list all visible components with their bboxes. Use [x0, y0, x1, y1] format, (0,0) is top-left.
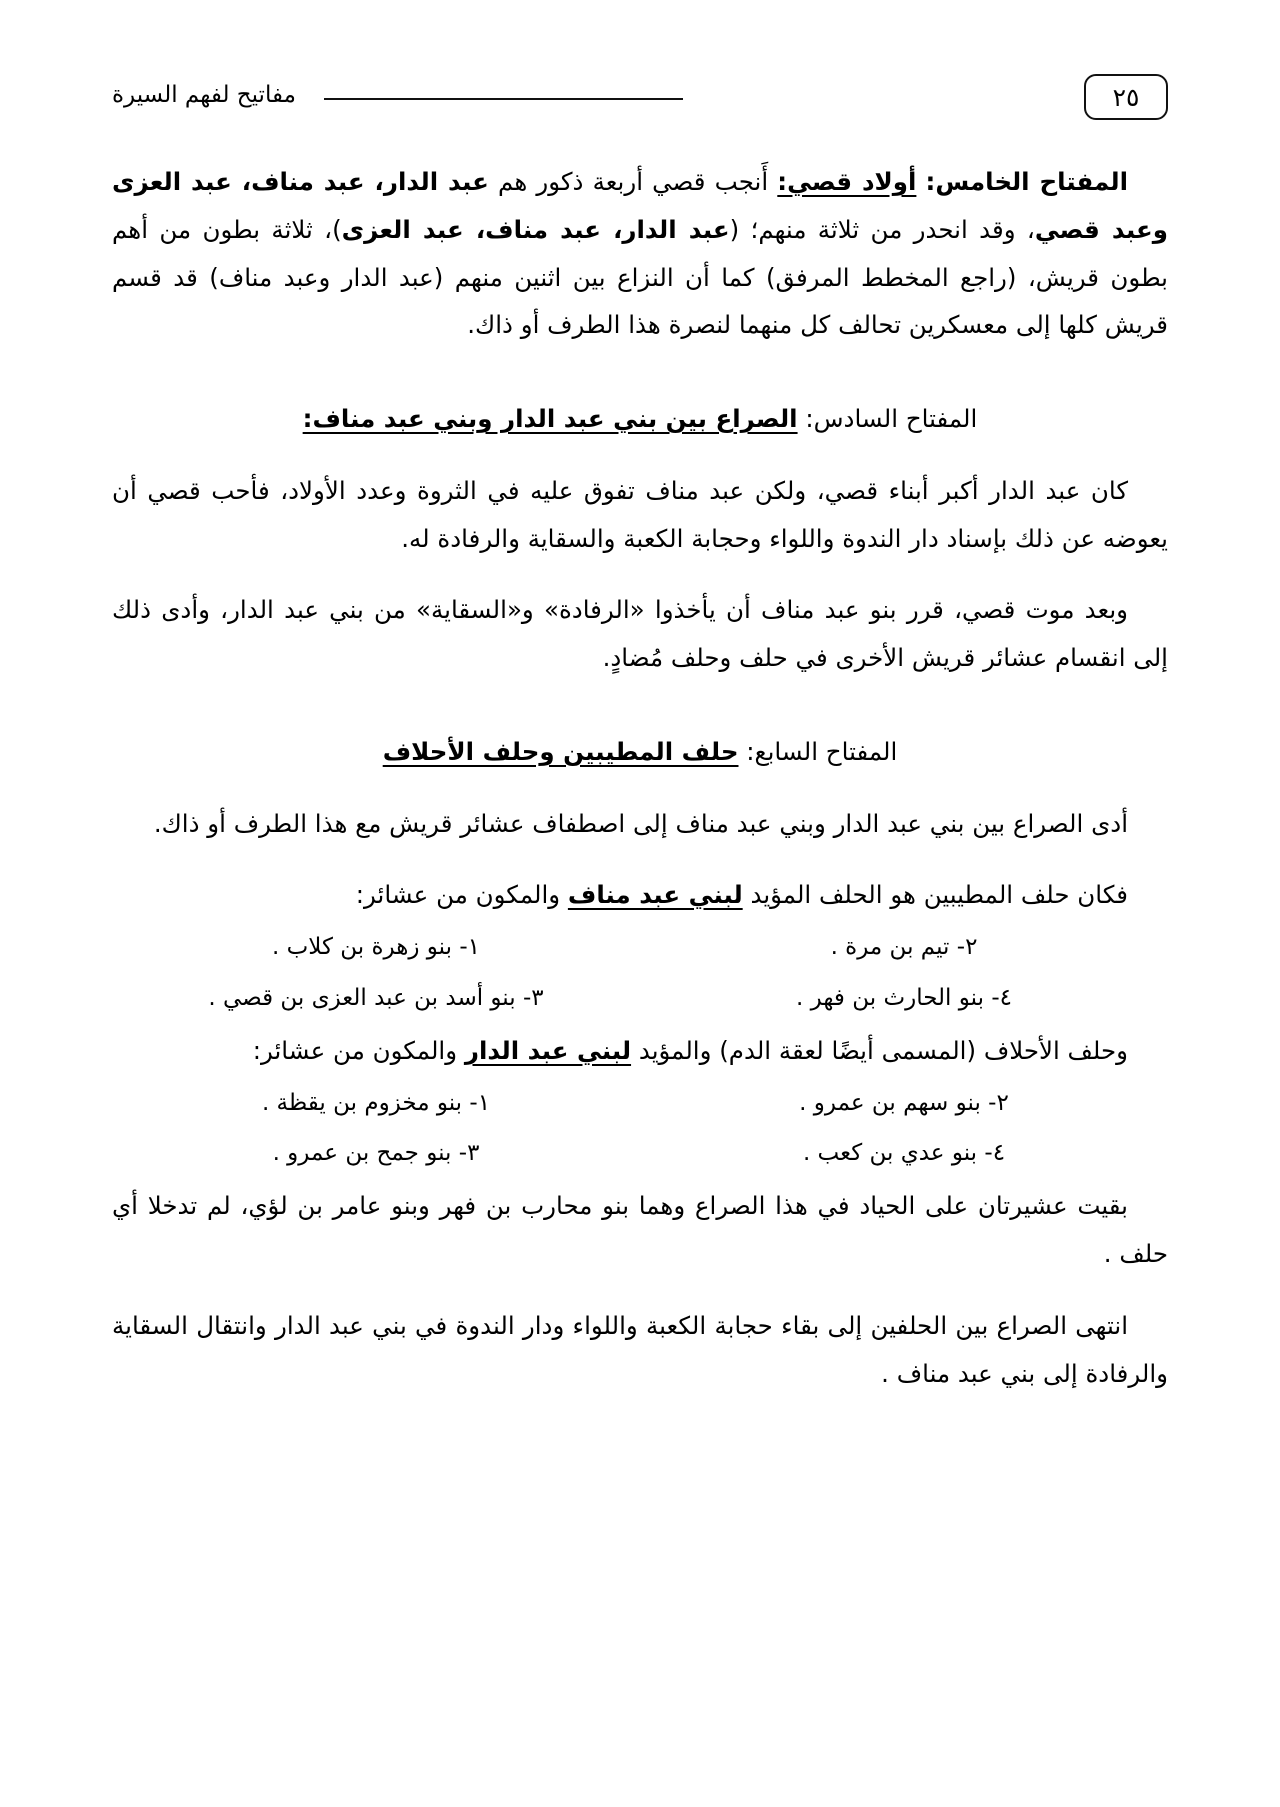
ahlaf-list-row-2	[112, 1131, 1168, 1176]
list-item-label: تيم بن مرة .	[830, 934, 950, 961]
list-item	[640, 1131, 1168, 1176]
allies-intro-2-text-c: والمكون من عشائر:	[252, 1035, 465, 1065]
page-content	[112, 158, 1168, 1397]
list-item-label: بنو عدي بن كعب .	[802, 1140, 978, 1167]
allies-intro-2-emph: لبني عبد الدار	[464, 1035, 632, 1065]
key-six-title: الصراع بين بني عبد الدار وبني عبد مناف:	[302, 404, 798, 434]
allies-intro-1-text-a: فكان حلف المطيبين هو الحلف المؤيد	[742, 880, 1128, 910]
list-item-label: بنو أسد بن عبد العزى بن قصي .	[208, 985, 516, 1012]
key-five-bold-1: عبد الدار، عبد مناف، عبد العزى وعبد قصي	[112, 167, 1169, 244]
key-seven-title: حلف المطيبين وحلف الأحلاف	[382, 736, 739, 766]
list-item-number: ١-	[469, 1089, 491, 1116]
key-six-label: المفتاح السادس:	[805, 404, 978, 434]
key-five-label: المفتاح الخامس:	[925, 167, 1128, 196]
section-key-seven-heading	[112, 728, 1168, 776]
key-seven-paragraph-1: أدى الصراع بين بني عبد الدار وبني عبد مناف إلى اصطفاف عشائر قريش مع هذا الطرف أو ذاك.	[153, 808, 1128, 838]
list-item-number: ٢-	[988, 1089, 1009, 1116]
mutayyabin-list-row-2	[112, 976, 1168, 1021]
spacer	[112, 853, 1168, 871]
list-item	[112, 1081, 640, 1126]
list-item-number: ٤-	[984, 1140, 1006, 1167]
list-item-label: بنو جمح بن عمرو .	[272, 1140, 452, 1167]
spacer	[112, 568, 1168, 586]
page-number-badge: ٢٥	[1084, 74, 1168, 120]
key-five-paragraph	[112, 158, 1168, 349]
list-item-label: بنو سهم بن عمرو .	[799, 1089, 981, 1116]
mutayyabin-list-row-1	[112, 925, 1168, 970]
list-item-number: ٣-	[458, 1140, 480, 1167]
list-item	[640, 1081, 1168, 1126]
key-five-text-3: )، ثلاثة بطون من أهم بطون قريش، (راجع المخطط المرفق) كما أن النزاع بين اثنين منهم (عبد الدار وعبد مناف) قد قسم قريش كلها إلى معسكرين تحالف كل منهما لنصرة هذا الطرف أو ذاك.	[112, 214, 1168, 340]
key-seven-label: المفتاح السابع:	[746, 736, 898, 766]
allies-intro-2	[112, 1027, 1168, 1075]
key-five-text-2: ، وقد انحدر من ثلاثة منهم؛ (	[729, 214, 1035, 244]
key-seven-paragraph-2: بقيت عشيرتان على الحياد في هذا الصراع وهما بنو محارب بن فهر وبنو عامر بن لؤي، لم تدخلا أي حلف .	[112, 1191, 1168, 1269]
key-five-bold-2: عبد الدار، عبد مناف، عبد العزى	[341, 214, 730, 244]
key-five-title: أولاد قصي:	[777, 167, 917, 196]
allies-intro-1-text-c: والمكون من عشائر:	[355, 880, 568, 910]
key-seven-paragraph-3: انتهى الصراع بين الحلفين إلى بقاء حجابة الكعبة واللواء ودار الندوة في بني عبد الدار وانتقال السقاية والرفادة إلى بني عبد مناف .	[112, 1310, 1168, 1388]
book-title: مفاتيح لفهم السيرة	[112, 82, 296, 108]
list-item-label: بنو مخزوم بن يقظة .	[261, 1089, 463, 1116]
list-item	[112, 1131, 640, 1176]
key-six-paragraph-2: وبعد موت قصي، قرر بنو عبد مناف أن يأخذوا «الرفادة» و«السقاية» من بني عبد الدار، وأدى ذلك إلى انقسام عشائر قريش الأخرى في حلف وحلف مُضادٍ.	[112, 595, 1168, 673]
list-item	[640, 976, 1168, 1021]
list-item-label: بنو الحارث بن فهر .	[796, 985, 984, 1012]
key-five-text-1: أَنجب قصي أربعة ذكور هم	[488, 167, 769, 196]
list-item	[112, 976, 640, 1021]
list-item-number: ٣-	[522, 985, 544, 1012]
list-item	[112, 925, 640, 970]
section-key-five	[112, 158, 1168, 349]
allies-intro-1	[112, 871, 1168, 919]
list-item-number: ٤-	[991, 985, 1012, 1012]
key-six-paragraph-1: كان عبد الدار أكبر أبناء قصي، ولكن عبد مناف تفوق عليه في الثروة وعدد الأولاد، فأحب قصي أن يعوضه عن ذلك بإسناد دار الندوة واللواء وحجابة الكعبة والسقاية والرفادة له.	[112, 475, 1168, 553]
list-item	[640, 925, 1168, 970]
page-header	[112, 70, 1168, 124]
list-item-number: ١-	[459, 934, 480, 961]
section-key-six-heading	[112, 395, 1168, 443]
allies-intro-1-emph: لبني عبد مناف	[567, 880, 743, 910]
allies-intro-2-text-a: وحلف الأحلاف (المسمى أيضًا لعقة الدم) والمؤيد	[631, 1035, 1128, 1065]
ahlaf-list-row-1	[112, 1081, 1168, 1126]
spacer	[112, 1284, 1168, 1302]
list-item-label: بنو زهرة بن كلاب .	[272, 934, 452, 961]
list-item-number: ٢-	[956, 934, 978, 961]
header-divider	[324, 98, 683, 100]
